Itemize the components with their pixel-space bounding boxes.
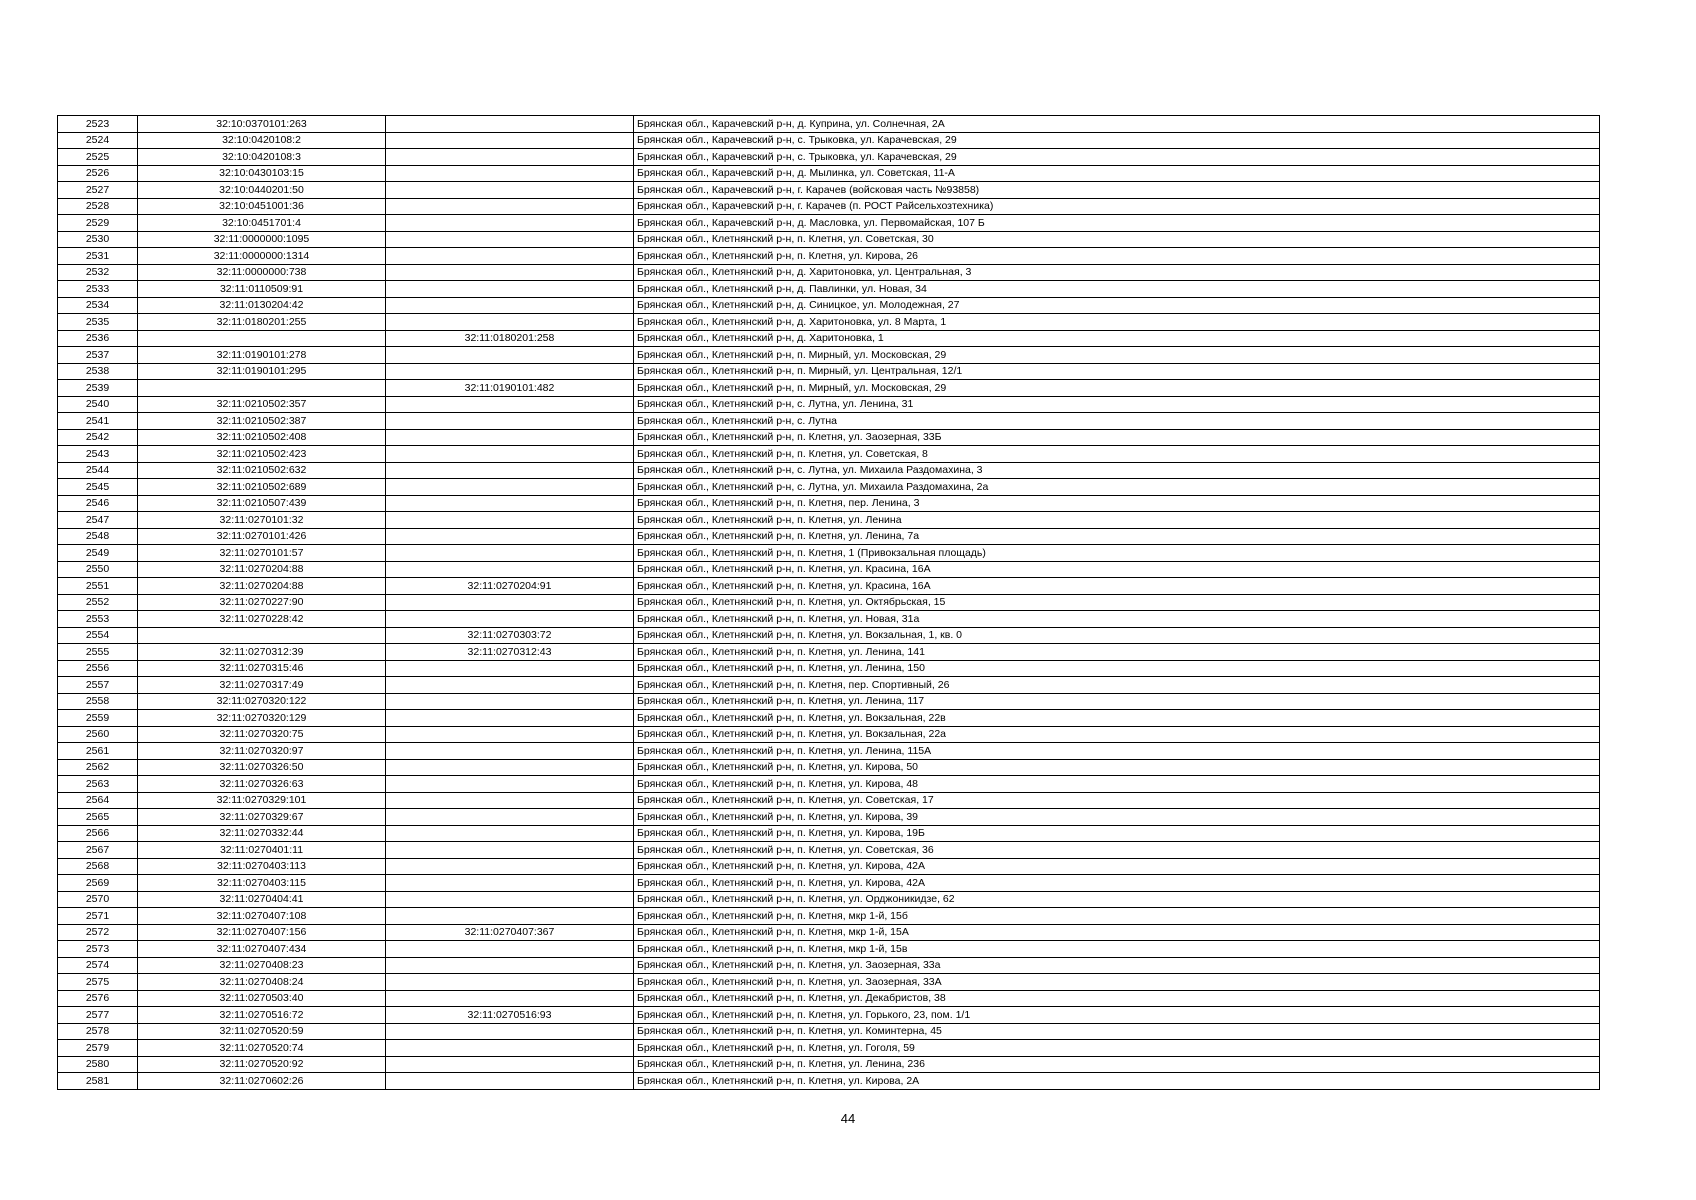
- cadastral-number-cell: 32:11:0180201:255: [138, 314, 386, 331]
- address-cell: Брянская обл., Клетнянский р-н, п. Клетня, ул. Кирова, 2А: [634, 1073, 1600, 1090]
- address-cell: Брянская обл., Карачевский р-н, д. Куприна, ул. Солнечная, 2А: [634, 116, 1600, 133]
- cadastral-number-cell: 32:11:0270503:40: [138, 990, 386, 1007]
- related-cadastral-number-cell: [386, 990, 634, 1007]
- related-cadastral-number-cell: [386, 462, 634, 479]
- table-row: [58, 990, 1600, 1007]
- related-cadastral-number-cell: 32:11:0180201:258: [386, 330, 634, 347]
- address-cell: Брянская обл., Клетнянский р-н, п. Клетня, мкр 1-й, 15в: [634, 941, 1600, 958]
- address-cell: Брянская обл., Клетнянский р-н, п. Клетня, ул. Советская, 36: [634, 842, 1600, 859]
- table-row: [58, 248, 1600, 265]
- row-number-cell: 2566: [58, 825, 138, 842]
- table-row: [58, 561, 1600, 578]
- cadastral-number-cell: 32:11:0210502:387: [138, 413, 386, 430]
- related-cadastral-number-cell: [386, 1056, 634, 1073]
- address-cell: Брянская обл., Клетнянский р-н, п. Клетня, ул. Новая, 31а: [634, 611, 1600, 628]
- address-cell: Брянская обл., Клетнянский р-н, п. Клетня, ул. Советская, 17: [634, 792, 1600, 809]
- address-cell: Брянская обл., Карачевский р-н, д. Мылинка, ул. Советская, 11-А: [634, 165, 1600, 182]
- related-cadastral-number-cell: [386, 611, 634, 628]
- cadastral-number-cell: 32:11:0270403:113: [138, 858, 386, 875]
- row-number-cell: 2557: [58, 677, 138, 694]
- row-number-cell: 2571: [58, 908, 138, 925]
- address-cell: Брянская обл., Клетнянский р-н, п. Клетня, ул. Красина, 16А: [634, 561, 1600, 578]
- address-cell: Брянская обл., Клетнянский р-н, с. Лутна, ул. Михаила Раздомахина, 2а: [634, 479, 1600, 496]
- cadastral-number-cell: 32:11:0190101:295: [138, 363, 386, 380]
- related-cadastral-number-cell: [386, 545, 634, 562]
- cadastral-number-cell: 32:11:0270401:11: [138, 842, 386, 859]
- cadastral-number-cell: 32:11:0190101:278: [138, 347, 386, 364]
- cadastral-number-cell: 32:11:0270326:63: [138, 776, 386, 793]
- cadastral-number-cell: 32:11:0270403:115: [138, 875, 386, 892]
- related-cadastral-number-cell: [386, 842, 634, 859]
- related-cadastral-number-cell: [386, 792, 634, 809]
- related-cadastral-number-cell: [386, 1023, 634, 1040]
- cadastral-number-cell: 32:10:0370101:263: [138, 116, 386, 133]
- table-row: [58, 594, 1600, 611]
- row-number-cell: 2526: [58, 165, 138, 182]
- page-number: 44: [840, 1111, 856, 1126]
- row-number-cell: 2578: [58, 1023, 138, 1040]
- table-row: [58, 149, 1600, 166]
- related-cadastral-number-cell: [386, 363, 634, 380]
- table-row: [58, 330, 1600, 347]
- related-cadastral-number-cell: 32:11:0270204:91: [386, 578, 634, 595]
- row-number-cell: 2561: [58, 743, 138, 760]
- row-number-cell: 2536: [58, 330, 138, 347]
- address-cell: Брянская обл., Клетнянский р-н, д. Харитоновка, ул. 8 Марта, 1: [634, 314, 1600, 331]
- cadastral-number-cell: 32:11:0210502:357: [138, 396, 386, 413]
- row-number-cell: 2527: [58, 182, 138, 199]
- table-row: [58, 792, 1600, 809]
- address-cell: Брянская обл., Клетнянский р-н, п. Клетня, мкр 1-й, 15б: [634, 908, 1600, 925]
- related-cadastral-number-cell: [386, 1040, 634, 1057]
- row-number-cell: 2535: [58, 314, 138, 331]
- row-number-cell: 2543: [58, 446, 138, 463]
- table-row: [58, 809, 1600, 826]
- address-cell: Брянская обл., Клетнянский р-н, п. Клетня, ул. Вокзальная, 22а: [634, 726, 1600, 743]
- related-cadastral-number-cell: [386, 248, 634, 265]
- cadastral-number-cell: 32:11:0000000:1314: [138, 248, 386, 265]
- cadastral-number-cell: 32:11:0270101:426: [138, 528, 386, 545]
- related-cadastral-number-cell: [386, 1073, 634, 1090]
- cadastral-number-cell: 32:11:0270520:59: [138, 1023, 386, 1040]
- table-row: [58, 743, 1600, 760]
- related-cadastral-number-cell: [386, 264, 634, 281]
- address-cell: Брянская обл., Клетнянский р-н, п. Клетня, 1 (Привокзальная площадь): [634, 545, 1600, 562]
- address-cell: Брянская обл., Клетнянский р-н, с. Лутна, ул. Ленина, 31: [634, 396, 1600, 413]
- cadastral-number-cell: 32:11:0270404:41: [138, 891, 386, 908]
- cadastral-number-cell: 32:11:0270520:74: [138, 1040, 386, 1057]
- cadastral-number-cell: 32:11:0110509:91: [138, 281, 386, 298]
- table-row: [58, 165, 1600, 182]
- cadastral-number-cell: 32:11:0270317:49: [138, 677, 386, 694]
- table-row: [58, 413, 1600, 430]
- row-number-cell: 2552: [58, 594, 138, 611]
- row-number-cell: 2575: [58, 974, 138, 991]
- related-cadastral-number-cell: [386, 891, 634, 908]
- row-number-cell: 2572: [58, 924, 138, 941]
- related-cadastral-number-cell: [386, 182, 634, 199]
- related-cadastral-number-cell: 32:11:0270312:43: [386, 644, 634, 661]
- related-cadastral-number-cell: [386, 116, 634, 133]
- related-cadastral-number-cell: [386, 528, 634, 545]
- table-row: [58, 759, 1600, 776]
- cadastral-number-cell: 32:11:0270312:39: [138, 644, 386, 661]
- cadastral-number-cell: 32:11:0210502:408: [138, 429, 386, 446]
- cadastral-number-cell: 32:11:0270516:72: [138, 1007, 386, 1024]
- row-number-cell: 2560: [58, 726, 138, 743]
- address-cell: Брянская обл., Клетнянский р-н, с. Лутна: [634, 413, 1600, 430]
- cadastral-number-cell: 32:11:0270408:23: [138, 957, 386, 974]
- cadastral-number-cell: 32:10:0420108:3: [138, 149, 386, 166]
- table-row: [58, 1040, 1600, 1057]
- address-cell: Брянская обл., Клетнянский р-н, п. Клетня, ул. Заозерная, 33а: [634, 957, 1600, 974]
- cadastral-number-cell: 32:11:0270320:75: [138, 726, 386, 743]
- row-number-cell: 2537: [58, 347, 138, 364]
- row-number-cell: 2554: [58, 627, 138, 644]
- row-number-cell: 2525: [58, 149, 138, 166]
- row-number-cell: 2558: [58, 693, 138, 710]
- related-cadastral-number-cell: [386, 908, 634, 925]
- row-number-cell: 2541: [58, 413, 138, 430]
- related-cadastral-number-cell: [386, 941, 634, 958]
- cadastral-number-cell: 32:11:0270520:92: [138, 1056, 386, 1073]
- row-number-cell: 2581: [58, 1073, 138, 1090]
- related-cadastral-number-cell: [386, 726, 634, 743]
- address-cell: Брянская обл., Карачевский р-н, г. Карачев (войсковая часть №93858): [634, 182, 1600, 199]
- table-row: [58, 941, 1600, 958]
- table-row: [58, 363, 1600, 380]
- address-cell: Брянская обл., Клетнянский р-н, п. Мирный, ул. Центральная, 12/1: [634, 363, 1600, 380]
- table-row: [58, 297, 1600, 314]
- related-cadastral-number-cell: [386, 710, 634, 727]
- related-cadastral-number-cell: [386, 974, 634, 991]
- cadastral-number-cell: 32:11:0270326:50: [138, 759, 386, 776]
- table-row: [58, 1007, 1600, 1024]
- cadastral-number-cell: 32:11:0270320:129: [138, 710, 386, 727]
- address-cell: Брянская обл., Карачевский р-н, д. Масловка, ул. Первомайская, 107 Б: [634, 215, 1600, 232]
- row-number-cell: 2529: [58, 215, 138, 232]
- table-row: [58, 677, 1600, 694]
- cadastral-number-cell: 32:10:0430103:15: [138, 165, 386, 182]
- cadastral-number-cell: 32:11:0270407:434: [138, 941, 386, 958]
- address-cell: Брянская обл., Клетнянский р-н, п. Клетня, ул. Кирова, 19Б: [634, 825, 1600, 842]
- table-row: [58, 644, 1600, 661]
- address-cell: Брянская обл., Клетнянский р-н, п. Клетня, ул. Красина, 16А: [634, 578, 1600, 595]
- related-cadastral-number-cell: [386, 660, 634, 677]
- cadastral-number-cell: 32:11:0270408:24: [138, 974, 386, 991]
- address-cell: Брянская обл., Карачевский р-н, г. Карачев (п. РОСТ Райсельхозтехника): [634, 198, 1600, 215]
- related-cadastral-number-cell: [386, 215, 634, 232]
- address-cell: Брянская обл., Клетнянский р-н, п. Клетня, ул. Октябрьская, 15: [634, 594, 1600, 611]
- related-cadastral-number-cell: [386, 347, 634, 364]
- related-cadastral-number-cell: [386, 825, 634, 842]
- address-cell: Брянская обл., Клетнянский р-н, д. Синицкое, ул. Молодежная, 27: [634, 297, 1600, 314]
- table-row: [58, 858, 1600, 875]
- address-cell: Брянская обл., Клетнянский р-н, п. Клетня, ул. Декабристов, 38: [634, 990, 1600, 1007]
- address-cell: Брянская обл., Клетнянский р-н, п. Мирный, ул. Московская, 29: [634, 380, 1600, 397]
- address-cell: Брянская обл., Карачевский р-н, с. Трыковка, ул. Карачевская, 29: [634, 149, 1600, 166]
- related-cadastral-number-cell: [386, 231, 634, 248]
- cadastral-number-cell: [138, 627, 386, 644]
- cadastral-number-cell: 32:11:0270602:26: [138, 1073, 386, 1090]
- table-row: [58, 495, 1600, 512]
- row-number-cell: 2576: [58, 990, 138, 1007]
- address-cell: Брянская обл., Клетнянский р-н, п. Клетня, ул. Гоголя, 59: [634, 1040, 1600, 1057]
- row-number-cell: 2570: [58, 891, 138, 908]
- row-number-cell: 2544: [58, 462, 138, 479]
- cadastral-number-cell: 32:11:0000000:1095: [138, 231, 386, 248]
- cadastral-number-cell: 32:11:0270315:46: [138, 660, 386, 677]
- row-number-cell: 2546: [58, 495, 138, 512]
- table-row: [58, 908, 1600, 925]
- cadastral-number-cell: 32:11:0270329:67: [138, 809, 386, 826]
- related-cadastral-number-cell: [386, 957, 634, 974]
- cadastral-number-cell: 32:11:0210507:439: [138, 495, 386, 512]
- cadastral-number-cell: 32:11:0270101:57: [138, 545, 386, 562]
- row-number-cell: 2565: [58, 809, 138, 826]
- related-cadastral-number-cell: [386, 413, 634, 430]
- address-cell: Брянская обл., Клетнянский р-н, п. Клетня, ул. Ленина, 150: [634, 660, 1600, 677]
- cadastral-number-cell: 32:10:0420108:2: [138, 132, 386, 149]
- table-row: [58, 957, 1600, 974]
- cadastral-number-cell: 32:11:0270407:108: [138, 908, 386, 925]
- related-cadastral-number-cell: 32:11:0190101:482: [386, 380, 634, 397]
- row-number-cell: 2533: [58, 281, 138, 298]
- address-cell: Брянская обл., Клетнянский р-н, п. Клетня, ул. Кирова, 50: [634, 759, 1600, 776]
- table-row: [58, 429, 1600, 446]
- table-row: [58, 264, 1600, 281]
- table-row: [58, 215, 1600, 232]
- address-cell: Брянская обл., Клетнянский р-н, п. Клетня, ул. Кирова, 39: [634, 809, 1600, 826]
- row-number-cell: 2551: [58, 578, 138, 595]
- address-cell: Брянская обл., Клетнянский р-н, п. Клетня, ул. Вокзальная, 22в: [634, 710, 1600, 727]
- address-cell: Брянская обл., Клетнянский р-н, п. Мирный, ул. Московская, 29: [634, 347, 1600, 364]
- cadastral-number-cell: 32:11:0270407:156: [138, 924, 386, 941]
- row-number-cell: 2547: [58, 512, 138, 529]
- related-cadastral-number-cell: [386, 875, 634, 892]
- row-number-cell: 2534: [58, 297, 138, 314]
- table-row: [58, 825, 1600, 842]
- registry-table-body: [58, 116, 1600, 1090]
- table-row: [58, 660, 1600, 677]
- address-cell: Брянская обл., Клетнянский р-н, п. Клетня, ул. Ленина, 115А: [634, 743, 1600, 760]
- related-cadastral-number-cell: [386, 743, 634, 760]
- related-cadastral-number-cell: [386, 132, 634, 149]
- table-row: [58, 512, 1600, 529]
- address-cell: Брянская обл., Клетнянский р-н, п. Клетня, ул. Кирова, 26: [634, 248, 1600, 265]
- related-cadastral-number-cell: [386, 396, 634, 413]
- row-number-cell: 2528: [58, 198, 138, 215]
- address-cell: Брянская обл., Клетнянский р-н, п. Клетня, ул. Ленина, 117: [634, 693, 1600, 710]
- row-number-cell: 2579: [58, 1040, 138, 1057]
- row-number-cell: 2574: [58, 957, 138, 974]
- cadastral-number-cell: 32:11:0270329:101: [138, 792, 386, 809]
- cadastral-number-cell: [138, 330, 386, 347]
- address-cell: Брянская обл., Клетнянский р-н, п. Клетня, пер. Спортивный, 26: [634, 677, 1600, 694]
- table-row: [58, 891, 1600, 908]
- table-row: [58, 380, 1600, 397]
- cadastral-number-cell: 32:11:0270227:90: [138, 594, 386, 611]
- address-cell: Брянская обл., Клетнянский р-н, п. Клетня, ул. Коминтерна, 45: [634, 1023, 1600, 1040]
- table-row: [58, 611, 1600, 628]
- related-cadastral-number-cell: [386, 479, 634, 496]
- row-number-cell: 2550: [58, 561, 138, 578]
- address-cell: Брянская обл., Клетнянский р-н, п. Клетня, ул. Заозерная, 33Б: [634, 429, 1600, 446]
- cadastral-number-cell: 32:11:0000000:738: [138, 264, 386, 281]
- address-cell: Брянская обл., Клетнянский р-н, д. Павлинки, ул. Новая, 34: [634, 281, 1600, 298]
- related-cadastral-number-cell: [386, 429, 634, 446]
- address-cell: Брянская обл., Клетнянский р-н, п. Клетня, ул. Горького, 23, пом. 1/1: [634, 1007, 1600, 1024]
- table-row: [58, 1056, 1600, 1073]
- related-cadastral-number-cell: 32:11:0270516:93: [386, 1007, 634, 1024]
- table-row: [58, 132, 1600, 149]
- row-number-cell: 2532: [58, 264, 138, 281]
- address-cell: Брянская обл., Клетнянский р-н, п. Клетня, ул. Заозерная, 33А: [634, 974, 1600, 991]
- table-row: [58, 347, 1600, 364]
- address-cell: Брянская обл., Клетнянский р-н, п. Клетня, ул. Вокзальная, 1, кв. 0: [634, 627, 1600, 644]
- table-row: [58, 1073, 1600, 1090]
- address-cell: Брянская обл., Клетнянский р-н, п. Клетня, ул. Ленина, 236: [634, 1056, 1600, 1073]
- cadastral-number-cell: 32:11:0210502:689: [138, 479, 386, 496]
- table-row: [58, 198, 1600, 215]
- address-cell: Брянская обл., Клетнянский р-н, п. Клетня, ул. Советская, 8: [634, 446, 1600, 463]
- row-number-cell: 2555: [58, 644, 138, 661]
- row-number-cell: 2548: [58, 528, 138, 545]
- table-row: [58, 693, 1600, 710]
- row-number-cell: 2549: [58, 545, 138, 562]
- row-number-cell: 2538: [58, 363, 138, 380]
- related-cadastral-number-cell: [386, 809, 634, 826]
- table-row: [58, 776, 1600, 793]
- cadastral-number-cell: 32:11:0210502:632: [138, 462, 386, 479]
- address-cell: Брянская обл., Клетнянский р-н, п. Клетня, пер. Ленина, 3: [634, 495, 1600, 512]
- cadastral-number-cell: 32:10:0440201:50: [138, 182, 386, 199]
- address-cell: Брянская обл., Клетнянский р-н, с. Лутна, ул. Михаила Раздомахина, 3: [634, 462, 1600, 479]
- related-cadastral-number-cell: 32:11:0270303:72: [386, 627, 634, 644]
- row-number-cell: 2562: [58, 759, 138, 776]
- row-number-cell: 2524: [58, 132, 138, 149]
- cadastral-number-cell: 32:11:0270204:88: [138, 561, 386, 578]
- address-cell: Брянская обл., Клетнянский р-н, п. Клетня, ул. Кирова, 42А: [634, 875, 1600, 892]
- table-row: [58, 462, 1600, 479]
- related-cadastral-number-cell: [386, 198, 634, 215]
- cadastral-number-cell: 32:11:0270228:42: [138, 611, 386, 628]
- row-number-cell: 2545: [58, 479, 138, 496]
- row-number-cell: 2531: [58, 248, 138, 265]
- table-row: [58, 528, 1600, 545]
- table-row: [58, 842, 1600, 859]
- address-cell: Брянская обл., Клетнянский р-н, п. Клетня, ул. Ленина, 141: [634, 644, 1600, 661]
- table-row: [58, 479, 1600, 496]
- row-number-cell: 2553: [58, 611, 138, 628]
- related-cadastral-number-cell: [386, 594, 634, 611]
- related-cadastral-number-cell: [386, 149, 634, 166]
- cadastral-number-cell: 32:11:0270101:32: [138, 512, 386, 529]
- row-number-cell: 2567: [58, 842, 138, 859]
- cadastral-number-cell: 32:11:0270320:97: [138, 743, 386, 760]
- table-row: [58, 974, 1600, 991]
- cadastral-number-cell: 32:11:0270320:122: [138, 693, 386, 710]
- address-cell: Брянская обл., Клетнянский р-н, п. Клетня, ул. Ленина: [634, 512, 1600, 529]
- table-row: [58, 396, 1600, 413]
- cadastral-number-cell: 32:11:0130204:42: [138, 297, 386, 314]
- cadastral-number-cell: 32:11:0270332:44: [138, 825, 386, 842]
- table-row: [58, 578, 1600, 595]
- cadastral-number-cell: [138, 380, 386, 397]
- related-cadastral-number-cell: [386, 759, 634, 776]
- table-row: [58, 314, 1600, 331]
- related-cadastral-number-cell: [386, 561, 634, 578]
- table-row: [58, 281, 1600, 298]
- address-cell: Брянская обл., Клетнянский р-н, п. Клетня, ул. Ленина, 7а: [634, 528, 1600, 545]
- cadastral-number-cell: 32:11:0270204:88: [138, 578, 386, 595]
- table-row: [58, 545, 1600, 562]
- related-cadastral-number-cell: [386, 512, 634, 529]
- row-number-cell: 2580: [58, 1056, 138, 1073]
- row-number-cell: 2569: [58, 875, 138, 892]
- related-cadastral-number-cell: [386, 693, 634, 710]
- address-cell: Брянская обл., Клетнянский р-н, п. Клетня, ул. Кирова, 42А: [634, 858, 1600, 875]
- cadastral-number-cell: 32:11:0210502:423: [138, 446, 386, 463]
- address-cell: Брянская обл., Клетнянский р-н, п. Клетня, ул. Кирова, 48: [634, 776, 1600, 793]
- address-cell: Брянская обл., Клетнянский р-н, п. Клетня, ул. Орджоникидзе, 62: [634, 891, 1600, 908]
- row-number-cell: 2564: [58, 792, 138, 809]
- table-row: [58, 182, 1600, 199]
- row-number-cell: 2539: [58, 380, 138, 397]
- related-cadastral-number-cell: 32:11:0270407:367: [386, 924, 634, 941]
- row-number-cell: 2540: [58, 396, 138, 413]
- row-number-cell: 2530: [58, 231, 138, 248]
- related-cadastral-number-cell: [386, 297, 634, 314]
- related-cadastral-number-cell: [386, 677, 634, 694]
- related-cadastral-number-cell: [386, 165, 634, 182]
- address-cell: Брянская обл., Клетнянский р-н, д. Харитоновка, 1: [634, 330, 1600, 347]
- table-row: [58, 875, 1600, 892]
- table-row: [58, 231, 1600, 248]
- related-cadastral-number-cell: [386, 281, 634, 298]
- row-number-cell: 2556: [58, 660, 138, 677]
- address-cell: Брянская обл., Клетнянский р-н, п. Клетня, ул. Советская, 30: [634, 231, 1600, 248]
- row-number-cell: 2542: [58, 429, 138, 446]
- related-cadastral-number-cell: [386, 495, 634, 512]
- table-row: [58, 924, 1600, 941]
- address-cell: Брянская обл., Карачевский р-н, с. Трыковка, ул. Карачевская, 29: [634, 132, 1600, 149]
- address-cell: Брянская обл., Клетнянский р-н, д. Харитоновка, ул. Центральная, 3: [634, 264, 1600, 281]
- row-number-cell: 2559: [58, 710, 138, 727]
- table-row: [58, 710, 1600, 727]
- cadastral-number-cell: 32:10:0451701:4: [138, 215, 386, 232]
- related-cadastral-number-cell: [386, 314, 634, 331]
- row-number-cell: 2573: [58, 941, 138, 958]
- row-number-cell: 2523: [58, 116, 138, 133]
- related-cadastral-number-cell: [386, 446, 634, 463]
- related-cadastral-number-cell: [386, 858, 634, 875]
- related-cadastral-number-cell: [386, 776, 634, 793]
- table-row: [58, 627, 1600, 644]
- table-row: [58, 446, 1600, 463]
- row-number-cell: 2568: [58, 858, 138, 875]
- table-row: [58, 1023, 1600, 1040]
- address-cell: Брянская обл., Клетнянский р-н, п. Клетня, мкр 1-й, 15А: [634, 924, 1600, 941]
- cadastral-number-cell: 32:10:0451001:36: [138, 198, 386, 215]
- table-row: [58, 726, 1600, 743]
- registry-table: [57, 115, 1600, 1090]
- table-row: [58, 116, 1600, 133]
- row-number-cell: 2563: [58, 776, 138, 793]
- row-number-cell: 2577: [58, 1007, 138, 1024]
